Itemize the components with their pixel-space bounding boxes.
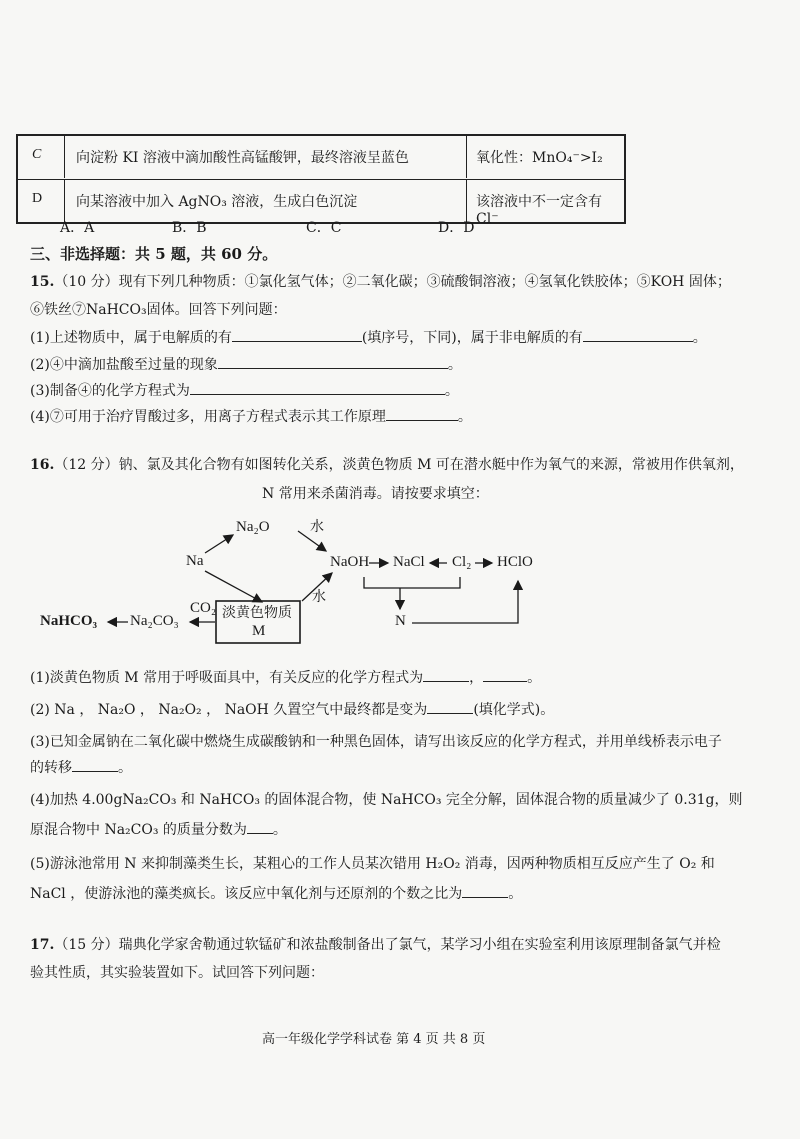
label-na: Na — [186, 553, 204, 569]
line-cl2-join — [400, 577, 460, 588]
option-b[interactable]: B．B — [172, 220, 207, 236]
answer-blank[interactable] — [247, 833, 273, 834]
label-water-2: 水 — [312, 589, 326, 605]
table-row — [18, 136, 624, 178]
option-d[interactable]: D．D — [438, 220, 475, 236]
q17-stem-line2: 验其性质，其实验装置如下。试回答下列问题： — [30, 965, 324, 981]
answer-blank[interactable] — [218, 368, 448, 369]
q16-part5-line1: (5)游泳池常用 N 来抑制藻类生长，某粗心的工作人员某次错用 H₂O₂ 消毒，因两种物质相互反应产生了 O₂ 和 — [30, 856, 715, 872]
q16-stem-line2: N 常用来杀菌消毒。请按要求填空： — [262, 486, 489, 502]
line-naoh-join — [364, 577, 400, 588]
q15-part4: (4)⑦可用于治疗胃酸过多，用离子方程式表示其工作原理 。 — [30, 409, 472, 425]
q15-stem-line2: ⑥铁丝⑦NaHCO₃固体。回答下列问题： — [30, 302, 287, 318]
q15-stem-line1: 15.（10 分）现有下列几种物质：①氯化氢气体；②二氧化碳；③硫酸铜溶液；④氢氧化铁胶体；⑤KOH 固体； — [30, 274, 731, 290]
q16-part4-line1: (4)加热 4.00gNa₂CO₃ 和 NaHCO₃ 的固体混合物，使 NaHCO₃ 完全分解，固体混合物的质量减少了 0.31g，则 — [30, 792, 743, 808]
answer-table — [16, 134, 626, 227]
q16-part1: (1)淡黄色物质 M 常用于呼吸面具中，有关反应的化学方程式为 ， 。 — [30, 670, 542, 686]
q15-part2: (2)④中滴加盐酸至过量的现象 。 — [30, 357, 462, 373]
label-na2co3: Na₂CO₃ — [130, 613, 179, 629]
arrow-n-hclo — [412, 581, 518, 623]
label-hclo: HClO — [497, 554, 533, 570]
row-label: D — [32, 191, 43, 206]
q15-part3: (3)制备④的化学方程式为 。 — [30, 383, 459, 399]
row-label: C — [32, 147, 42, 162]
label-naoh: NaOH — [330, 554, 370, 570]
q16-part2: (2) Na ， Na₂O ， Na₂O₂ ， NaOH 久置空气中最终都是变为 (填化学式)。 — [30, 702, 555, 718]
page-footer: 高一年级化学学科试卷 第 4 页 共 8 页 — [262, 1032, 486, 1047]
q16-part3-line1: (3)已知金属钠在二氧化碳中燃烧生成碳酸钠和一种黑色固体，请写出该反应的化学方程式，并用单线桥表示电子 — [30, 734, 722, 750]
q16-stem-line1: 16.（12 分）钠、氯及其化合物有如图转化关系，淡黄色物质 M 可在潜水艇中作为氧气的来源，常被用作供氧剂， — [30, 457, 744, 473]
answer-blank[interactable] — [190, 394, 445, 395]
row-conclusion: 氧化性：MnO₄⁻>I₂ — [476, 150, 603, 166]
label-m-line1: 淡黄色物质 — [222, 605, 292, 621]
label-n: N — [395, 613, 406, 629]
label-m-line2: M — [252, 623, 266, 639]
q16-part5-line2: NaCl ，使游泳池的藻类疯长。该反应中氧化剂与还原剂的个数之比为 。 — [30, 886, 523, 902]
arrow-na-m — [205, 571, 262, 602]
table-row — [18, 179, 624, 227]
q16-part3-line2: 的转移 。 — [30, 760, 132, 776]
answer-blank[interactable] — [462, 897, 508, 898]
label-na2o: Na₂O — [236, 519, 270, 535]
row-operation: 向某溶液中加入 AgNO₃ 溶液，生成白色沉淀 — [76, 194, 358, 210]
q15-part1: (1)上述物质中，属于电解质的有 (填序号，下同)，属于非电解质的有 。 — [30, 330, 707, 346]
answer-blank[interactable] — [386, 420, 458, 421]
conversion-diagram — [0, 505, 800, 645]
section-title: 三、非选择题：共 5 题，共 60 分。 — [30, 245, 278, 263]
answer-blank[interactable] — [483, 681, 527, 682]
label-nacl: NaCl — [393, 554, 425, 570]
arrow-na-na2o — [205, 535, 233, 553]
row-conclusion: 该溶液中不一定含有 Cl⁻ — [476, 194, 602, 227]
answer-blank[interactable] — [427, 713, 473, 714]
answer-blank[interactable] — [232, 341, 362, 342]
option-c[interactable]: C．C — [306, 220, 342, 236]
answer-blank[interactable] — [72, 771, 118, 772]
label-cl2: Cl₂ — [452, 554, 472, 570]
row-operation: 向淀粉 KI 溶液中滴加酸性高锰酸钾，最终溶液呈蓝色 — [76, 150, 409, 166]
q16-part4-line2: 原混合物中 Na₂CO₃ 的质量分数为 。 — [30, 822, 287, 838]
label-nahco3: NaHCO₃ — [40, 613, 97, 629]
label-co2: CO₂ — [190, 600, 217, 616]
answer-blank[interactable] — [583, 341, 693, 342]
answer-blank[interactable] — [423, 681, 469, 682]
q17-stem-line1: 17.（15 分）瑞典化学家舍勒通过软锰矿和浓盐酸制备出了氯气，某学习小组在实验室利用该原理制备氯气并检 — [30, 937, 721, 953]
label-water-1: 水 — [310, 519, 324, 535]
option-a[interactable]: A．A — [60, 220, 95, 236]
